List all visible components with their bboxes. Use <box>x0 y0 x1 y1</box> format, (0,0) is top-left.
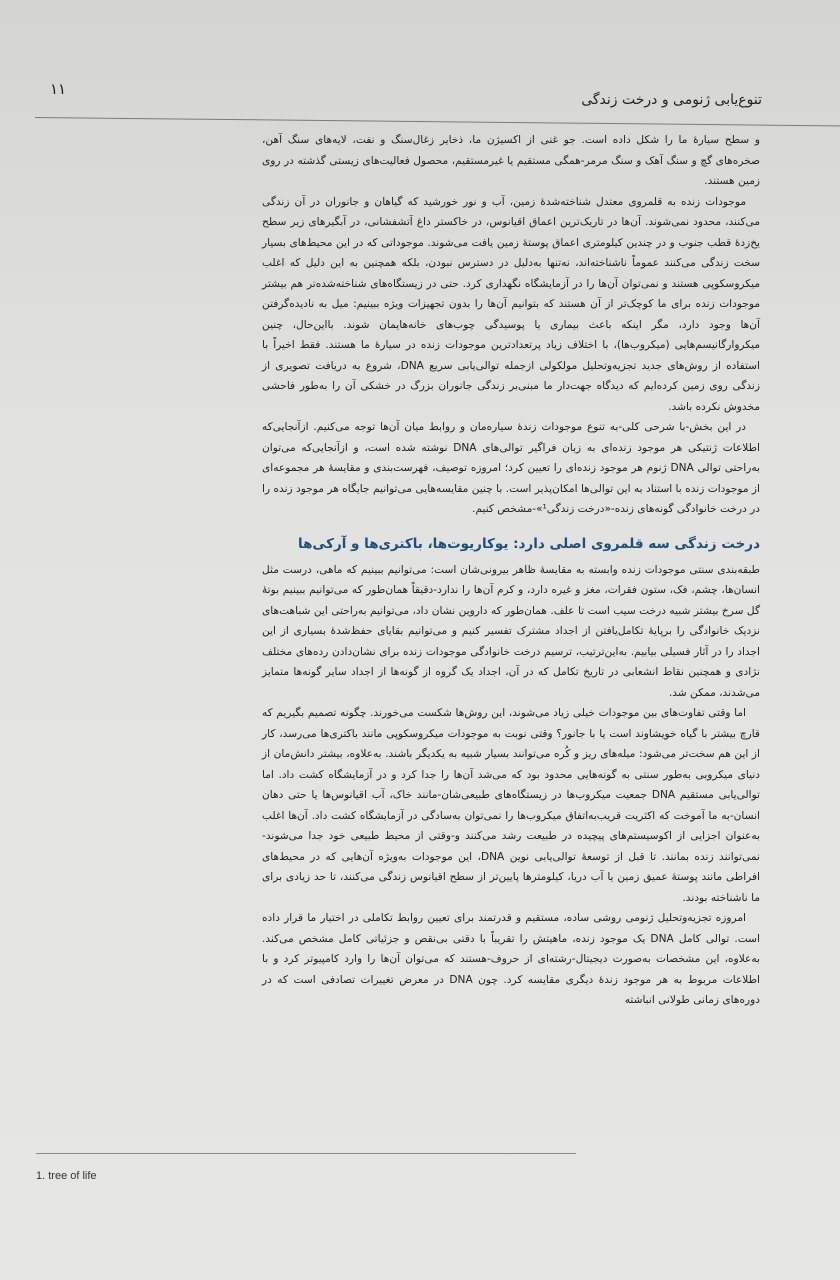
paragraph-1: و سطح سیارهٔ ما را شکل داده است. جو غنی از اکسیژن ما، ذخایر زغال‌سنگ و نفت، لایه‌های سنگ آهن، صخره‌های گچ و سنگ آهک و سنگ مرمر-همگی مستقیم یا غیرمستقیم، محصول فعالیت‌های زیستی گذشته در روی زمین هستند. <box>262 134 760 187</box>
paragraph-2: موجودات زنده به قلمروی معتدل شناخته‌شدهٔ زمین، آب و نور خورشید که گیاهان و جانوران در آن زندگی می‌کنند، محدود نمی‌شوند. آن‌ها در تاریک‌ترین اعماق اقیانوس، در خاکستر داغ آتشفشانی، در آبگیرهای زیر سطح یخ‌زدهٔ قطب جنوب و در چندین کیلومتری اعماق پوستهٔ زمین یافت می‌شوند. موجوداتی که در این محیط‌های بسیار سخت زندگی می‌کنند عموماً ناشناخته‌اند، نه‌تنها به‌دلیل در دسترس نبودن، بلکه همچنین به این دلیل که اغلب میکروسکوپی هستند و نمی‌توان آن‌ها را در آزمایشگاه نگهداری کرد. حتی در زیستگاه‌های شناخته‌شده‌تر هم بیشتر موجودات زنده برای ما کوچک‌تر از آن هستند که بتوانیم آن‌ها را بدون تجهیزات ویژه ببینیم: میل به نادیده‌گرفتن آن‌ها وجود دارد، مگر اینکه باعث بیماری یا پوسیدگی چوب‌های خانه‌هایمان شوند. بااین‌حال، چنین میکروارگانیسم‌هایی (میکروب‌ها)، با اختلاف زیاد پرتعدادترین موجودات زنده در سیارهٔ ما هستند. فقط اخیراً با استفاده از روش‌های جدید تجزیه‌وتحلیل مولکولی ازجمله توالی‌یابی سریع DNA، شروع به دریافت تصویری از زندگی روی زمین کرده‌ایم که دیدگاه جهت‌دار ما مبنی‌بر زندگی جانوران بزرگ در خشکی آن را به‌طور فاحشی مخدوش نکرده باشد. <box>262 195 760 413</box>
paragraph-3: در این بخش-با شرحی کلی-به تنوع موجودات زندهٔ سیاره‌مان و روابط میان آن‌ها توجه می‌کنیم. ازآنجایی‌که اطلاعات ژنتیکی هر موجود زنده‌ای به زبان فراگیر توالی‌های DNA نوشته شده است، و ازآنجایی‌که می‌توان به‌راحتی توالی DNA ژنوم هر موجود زنده‌ای را تعیین کرد؛ امروزه توصیف، فهرست‌بندی و مقایسهٔ هر مجموعه‌ای از موجودات زنده با استناد به این توالی‌ها امکان‌پذیر است. با چنین مقایسه‌هایی می‌توانیم جایگاه هر موجود زنده را در درخت خانوادگی گونه‌های زنده-«درخت زندگی¹»-مشخص کنیم. <box>262 421 760 515</box>
footnote-rule <box>36 1153 576 1154</box>
header-rule <box>35 117 840 126</box>
body-text <box>262 130 760 1011</box>
page-number: ۱۱ <box>50 80 67 98</box>
paragraph-4: طبقه‌بندی سنتی موجودات زنده وابسته به مقایسهٔ ظاهر بیرونی‌شان است: می‌توانیم ببینیم که ماهی، درست مثل انسان‌ها، چشم، فک، ستون فقرات، مغز و غیره دارد، و کرم آن‌ها را ندارد-دقیقاً همان‌طور که می‌توانیم ببینیم بوتهٔ گل سرخ بیشتر شبیه درخت سیب است تا علف. همان‌طور که داروین نشان داد، می‌توانیم به‌راحتی این شباهت‌های نزدیک خانوادگی را برپایهٔ تکامل‌یافتن از اجداد مشترک تفسیر کنیم و می‌توانیم بقایای حفظ‌شدهٔ بسیاری از این اجداد را در آثار فسیلی بیابیم. به‌این‌ترتیب، ترسیم درخت خانوادگی موجودات زنده برای نشان‌دادن رده‌های مختلف نژادی و همچنین نقاط انشعابی در تاریخ تکامل که در آن، اجداد یک گروه از گونه‌ها از اجداد سایر گونه‌ها متمایز می‌شدند، ممکن شد. <box>262 563 760 699</box>
paragraph-6: امروزه تجزیه‌وتحلیل ژنومی روشی ساده، مستقیم و قدرتمند برای تعیین روابط تکاملی در اختیار ما قرار داده است. توالی کامل DNA یک موجود زنده، ماهیتش را تقریباً با دقتی بی‌نقص و جزئیاتی کامل مشخص می‌کند. به‌علاوه، این مشخصات به‌صورت دیجیتال-رشته‌ای از حروف-هستند که می‌توان آن‌ها را وارد کامپیوتر کرد و با اطلاعات مربوط به هر موجود زندهٔ دیگری مقایسه کرد. چون DNA در معرض تغییرات تصادفی است که در دوره‌های زمانی طولانی انباشته <box>262 912 760 1006</box>
section-heading: درخت زندگی سه قلمروی اصلی دارد: یوکاریوت‌ها، باکتری‌ها و آرکی‌ها <box>298 535 760 552</box>
paragraph-5: اما وقتی تفاوت‌های بین موجودات خیلی زیاد می‌شوند، این روش‌ها شکست می‌خورند. چگونه تصمیم بگیریم که قارچ بیشتر با گیاه خویشاوند است یا با جانور؟ وقتی نوبت به موجودات میکروسکوپی مانند باکتری‌ها می‌رسد، کار از این هم سخت‌تر می‌شود: میله‌های ریز و کُره می‌توانند بسیار شبیه به یکدیگر باشند. به‌علاوه، بیشتر دانش‌مان از دنیای میکروبی به‌طور سنتی به گونه‌هایی محدود بود که می‌شد آن‌ها را جدا کرد و در آزمایشگاه کشت داد. اما توالی‌یابی مستقیم DNA جمعیت میکروب‌ها در زیستگاه‌های طبیعی‌شان-مانند خاک، آب اقیانوس‌ها یا حتی دهان انسان-به ما آموخت که اکثریت قریب‌به‌اتفاق میکروب‌ها را نمی‌توان به‌سادگی در آزمایشگاه کشت داد. آن‌ها اغلب به‌عنوان اجزایی از اکوسیستم‌های پیچیده در طبیعت رشد می‌کنند و-وقتی از محیط طبیعی خود جدا می‌شوند-نمی‌توانند زنده بمانند. تا قبل از توسعهٔ توالی‌یابی نوین DNA، این موجودات به‌ویژه آن‌هایی که در محیط‌های افراطی مانند پوستهٔ عمیق زمین یا آب دریا، کیلومترها پایین‌تر از سطح اقیانوس زندگی می‌کنند، تا حد زیادی برای ما ناشناخته بودند. <box>262 707 760 904</box>
running-head-title: تنوع‌یابی ژنومی و درخت زندگی <box>581 92 762 108</box>
footnote: 1. tree of life <box>36 1170 97 1182</box>
